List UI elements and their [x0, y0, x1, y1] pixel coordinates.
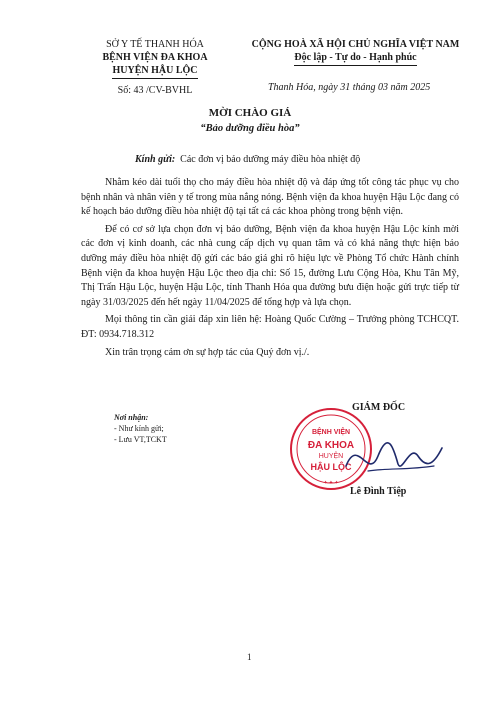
recipient-item: - Như kính gửi; — [114, 424, 164, 433]
handwritten-signature — [338, 426, 448, 486]
paragraph-invitation: Để có cơ sở lựa chọn đơn vị bảo dưỡng, Bệnh viện đa khoa huyện Hậu Lộc kính mời các đơn vị kinh doanh, các nhà cung cấp dịch vụ quan tâm và có khả năng thực hiện bảo dưỡng máy điều hòa nhiệt độ gửi các báo giá ghi rõ hiệu lực về Phòng Tổ chức Hành chính Bệnh viện đa khoa huyện Hậu Lộc theo địa chỉ: Số 15, đường Lưu Cộng Hòa, Khu Tân Mỹ, Thị Trấn Hậu Lộc, huyện Hậu Lộc, tỉnh Thanh Hóa qua đường bưu điện hoặc gửi trực tiếp từ ngày 31/03/2025 đến hết ngày 11/04/2025 để tổng hợp và lựa chọn. — [81, 223, 459, 308]
svg-text:HUYỆN: HUYỆN — [318, 453, 344, 460]
document-number: Số: 43 /CV-BVHL — [117, 85, 193, 96]
recipient-item: - Lưu VT,TCKT — [114, 435, 167, 444]
national-motto: Độc lập - Tự do - Hạnh phúc — [294, 51, 416, 66]
svg-text:HẬU LỘC: HẬU LỘC — [310, 462, 352, 472]
addressee-text: Các đơn vị bảo dưỡng máy điều hòa nhiệt độ — [180, 154, 361, 165]
svg-text:✦ ✦ ✦: ✦ ✦ ✦ — [323, 480, 339, 486]
svg-text:BỆNH VIỆN: BỆNH VIỆN — [311, 429, 351, 436]
paragraph-contact: Mọi thông tin cần giải đáp xin liên hệ: Hoàng Quốc Cường – Trưởng phòng TCHCQT. ĐT: 0934.718.312 — [81, 314, 459, 340]
addressee-line — [135, 154, 360, 165]
document-date: Thanh Hóa, ngày 31 tháng 03 năm 2025 — [268, 82, 431, 93]
document-subtitle: “Bảo dưỡng điều hòa” — [200, 123, 300, 134]
recipients-label: Nơi nhận: — [114, 413, 149, 422]
country-name: CỘNG HOÀ XÃ HỘI CHỦ NGHĨA VIỆT NAM — [251, 39, 460, 50]
header-left — [60, 38, 250, 96]
hospital-name-line1: BỆNH VIỆN ĐA KHOA — [102, 52, 208, 63]
paragraph-thanks: Xin trân trọng cảm ơn sự hợp tác của Quý đơn vị./. — [105, 346, 310, 358]
recipients-block — [114, 412, 167, 445]
signer-title: GIÁM ĐỐC — [352, 402, 406, 413]
page-number: 1 — [247, 652, 252, 662]
signer-name: Lê Đình Tiệp — [350, 486, 407, 497]
letter-body — [81, 176, 459, 363]
paragraph-purpose: Nhằm kéo dài tuổi thọ cho máy điều hòa nhiệt độ và đáp ứng tốt công tác phục vụ cho bệnh nhân và nhân viên y tế trong mùa nắng nóng. Bệnh viện đa khoa huyện Hậu Lộc đang có kế hoạch bảo dưỡng điều hòa nhiệt độ tại tất cả các khoa phòng trong bệnh viện. — [81, 177, 459, 218]
addressee-label: Kính gửi: — [135, 154, 176, 165]
svg-text:ĐA KHOA: ĐA KHOA — [307, 440, 355, 451]
ministry-name: SỞ Y TẾ THANH HÓA — [106, 39, 204, 50]
header-right — [248, 38, 463, 66]
hospital-name-line2: HUYỆN HẬU LỘC — [112, 64, 197, 79]
document-title: MỜI CHÀO GIÁ — [208, 107, 292, 119]
